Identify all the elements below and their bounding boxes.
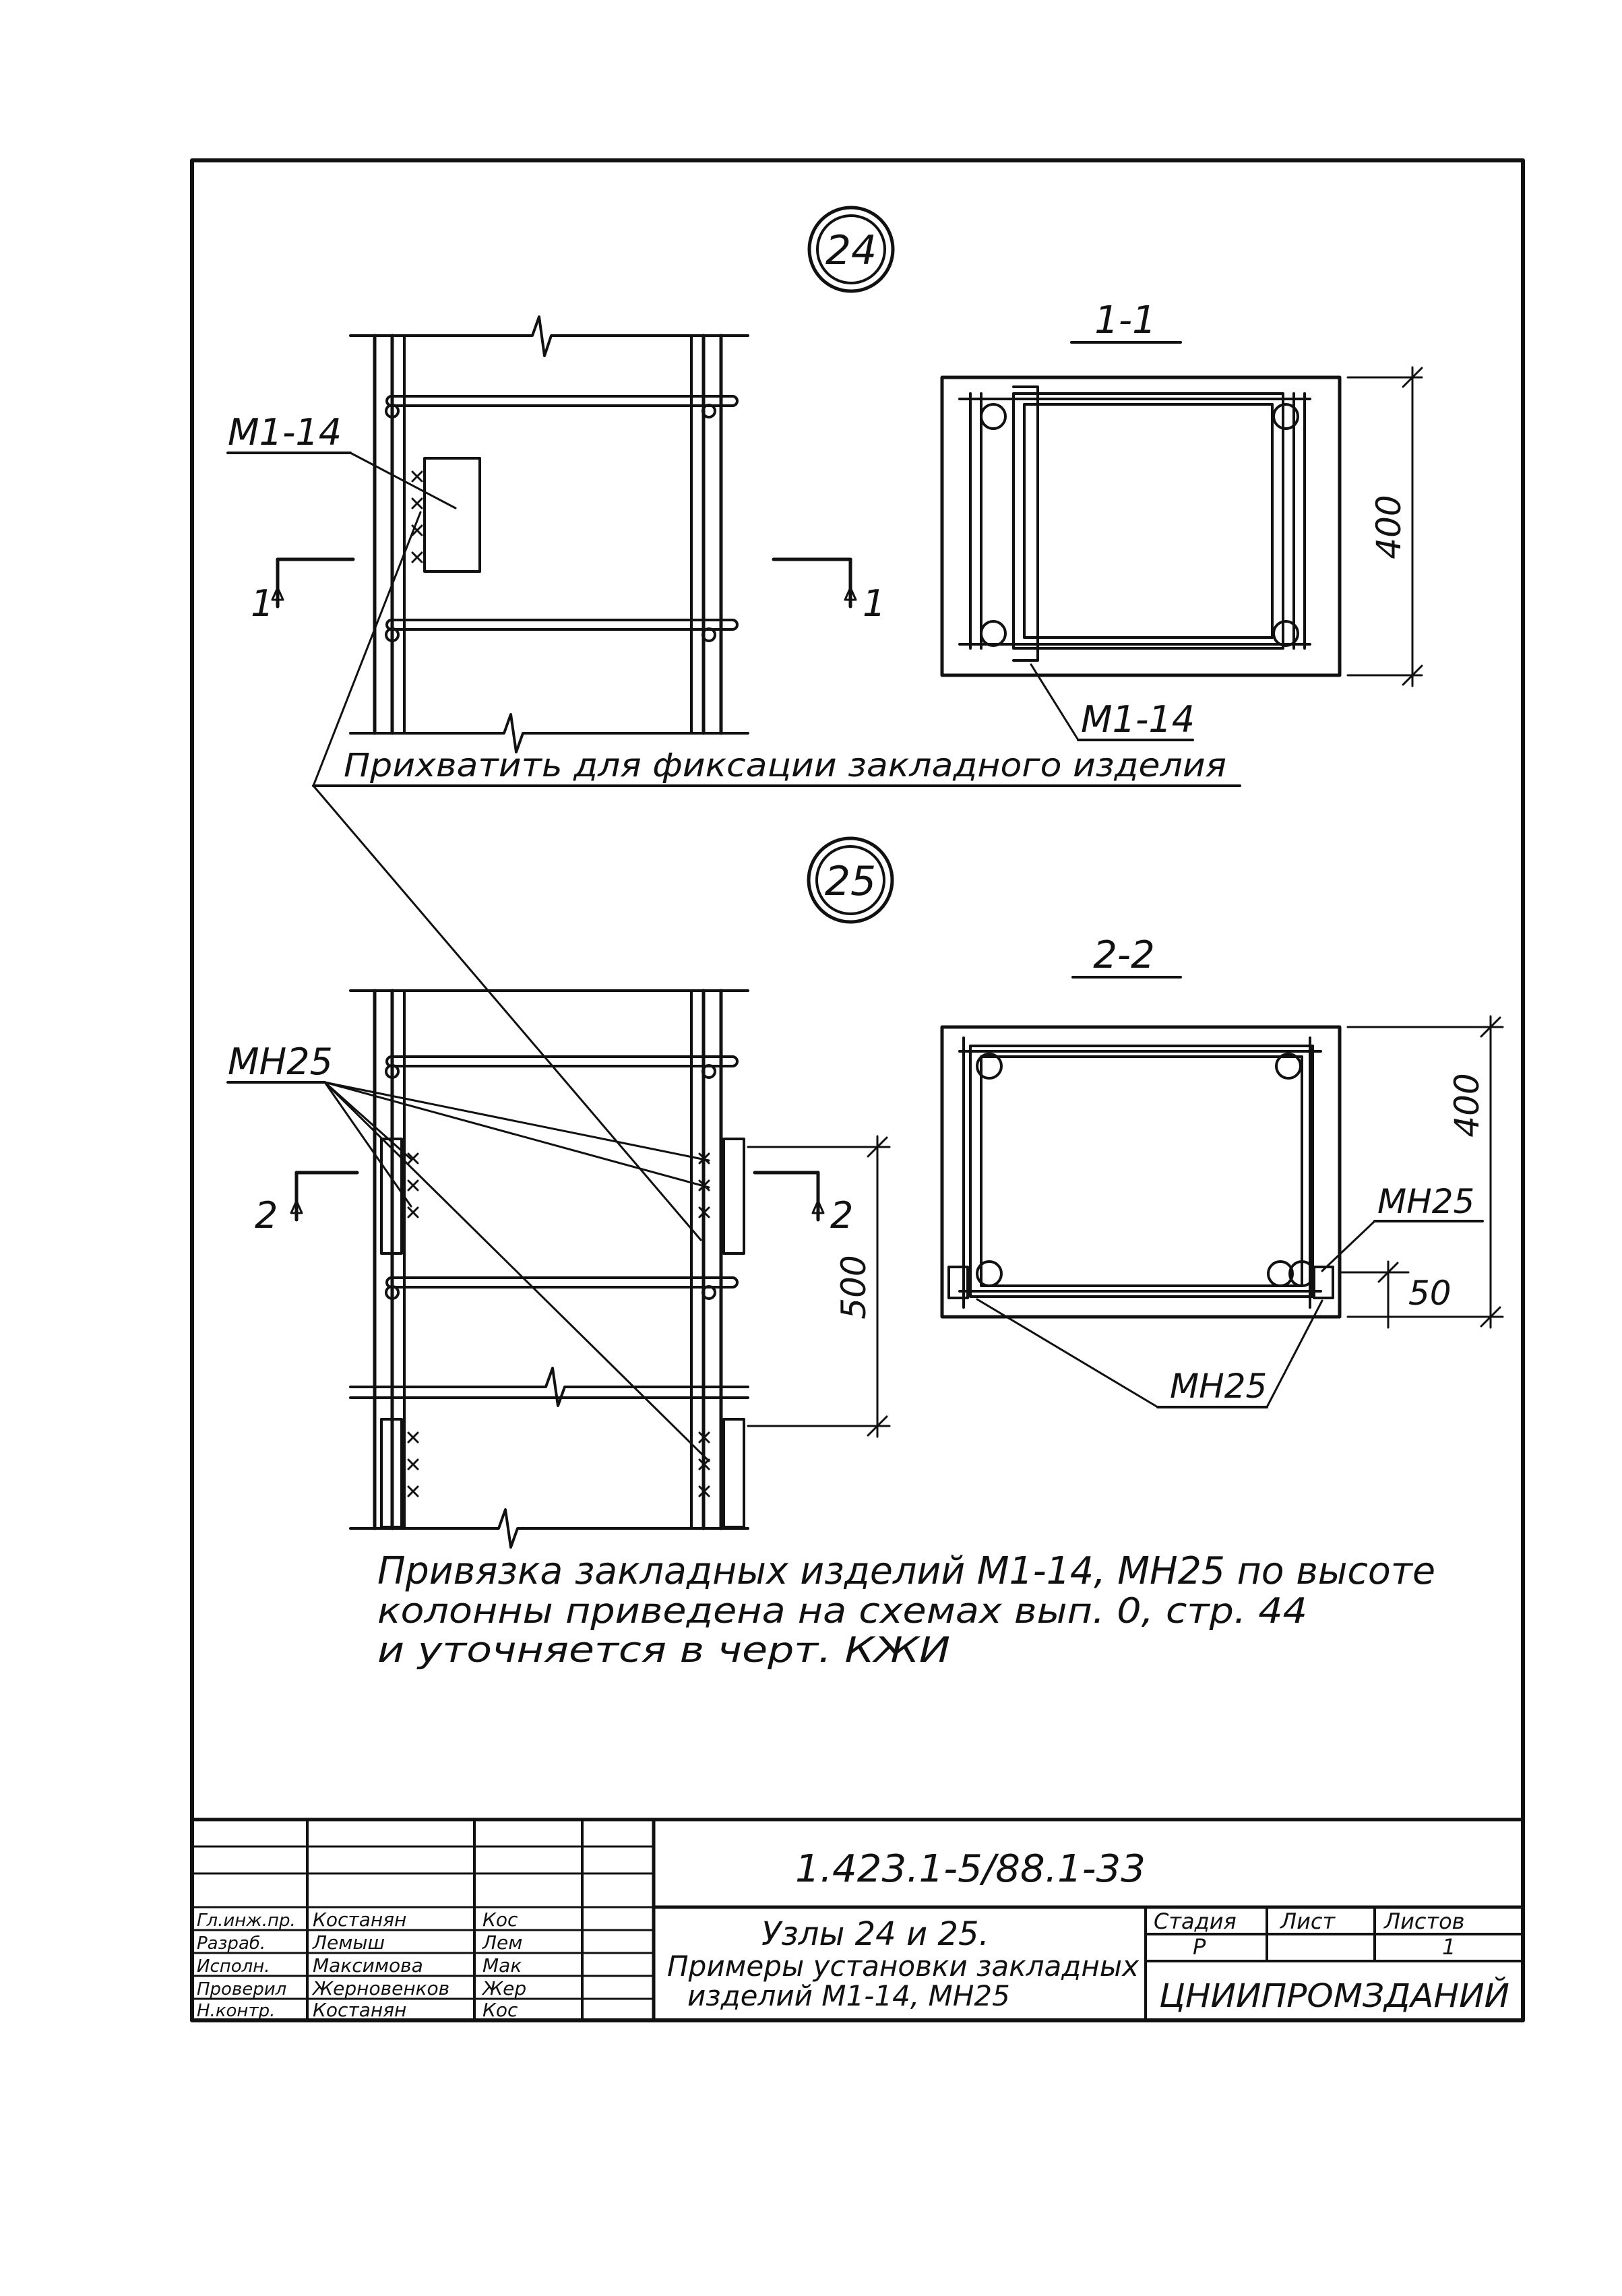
dim-50-label: 50 (1408, 1274, 1452, 1313)
node-24-number: 24 (825, 227, 877, 274)
mn25-label-elevation: МН25 (228, 1041, 333, 1083)
section-1-1 (942, 299, 1422, 686)
staff-name: Лемыш (313, 1931, 385, 1954)
staff-role: Проверил (197, 1979, 287, 1999)
dim-400-section-1-1: 400 (1369, 495, 1408, 559)
cut-2-label-left: 2 (255, 1194, 278, 1237)
document-code: 1.423.1-5/88.1-33 (795, 1847, 1146, 1891)
staff-role: Н.контр. (197, 2001, 276, 2021)
dim-400-section-2-2: 400 (1447, 1073, 1487, 1138)
staff-role: Исполн. (197, 1956, 270, 1977)
section-2-2-label: 2-2 (1093, 933, 1155, 977)
cut-1-label-left: 1 (251, 582, 274, 625)
stage-value: Р (1193, 1934, 1206, 1960)
staff-name: Жерновенков (313, 1977, 450, 1999)
sheets-value: 1 (1442, 1934, 1456, 1960)
node-24-elevation (350, 317, 748, 752)
mn25-callout-section-right (1322, 1182, 1483, 1271)
staff-signature: Лем (482, 1931, 523, 1954)
note-line-2: колонны приведена на схемах вып. 0, стр. 44 (377, 1591, 1307, 1632)
mn25-label-section-right: МН25 (1377, 1182, 1475, 1221)
staff-signature: Жер (482, 1977, 527, 1999)
m1-14-label-elevation: М1-14 (228, 411, 342, 454)
node-25-elevation (350, 991, 748, 1547)
section-1-1-label: 1-1 (1094, 299, 1156, 342)
m1-14-label-section: М1-14 (1081, 698, 1195, 741)
node-24-marker (809, 208, 893, 291)
staff-role: Гл.инж.пр. (197, 1911, 296, 1931)
section-2-2 (942, 933, 1503, 1328)
stage-header: Стадия (1154, 1909, 1237, 1934)
cut-mark-1-right (774, 559, 885, 625)
staff-signature: Кос (482, 1999, 518, 2021)
general-notes (377, 1549, 1435, 1671)
cut-2-label-right: 2 (830, 1194, 854, 1237)
drawing-title-line-1: Узлы 24 и 25. (761, 1915, 989, 1953)
cut-1-label-right: 1 (863, 582, 886, 625)
node-25-number: 25 (824, 858, 877, 905)
dim-500-label: 500 (834, 1255, 873, 1320)
staff-role: Разраб. (197, 1933, 266, 1954)
sheet-header: Лист (1280, 1909, 1336, 1934)
tack-weld-text: Прихватить для фиксации закладного изделия (344, 747, 1226, 784)
note-line-3: и уточняется в черт. КЖИ (377, 1630, 950, 1671)
staff-name: Максимова (313, 1954, 423, 1977)
sheets-header: Листов (1384, 1909, 1465, 1934)
staff-name: Костанян (313, 1909, 407, 1931)
title-block (192, 1820, 1523, 2021)
staff-name: Костанян (313, 1999, 407, 2021)
drawing-title-line-3: изделий М1-14, МН25 (687, 1979, 1010, 2012)
note-line-1: Привязка закладных изделий М1-14, МН25 по высоте (377, 1549, 1435, 1593)
organization-name: ЦНИИПРОМЗДАНИЙ (1159, 1977, 1495, 2015)
drawing-title-line-2: Примеры установки закладных (667, 1950, 1140, 1983)
staff-signature: Кос (482, 1909, 518, 1931)
staff-signature: Мак (482, 1954, 522, 1977)
m1-14-callout-elevation (228, 411, 456, 508)
cut-mark-2-right (755, 1173, 853, 1237)
mn25-label-section-bottom: МН25 (1170, 1367, 1268, 1406)
cut-mark-2-left (255, 1173, 357, 1237)
node-25-marker (809, 838, 892, 922)
cut-mark-1-left (251, 559, 353, 625)
